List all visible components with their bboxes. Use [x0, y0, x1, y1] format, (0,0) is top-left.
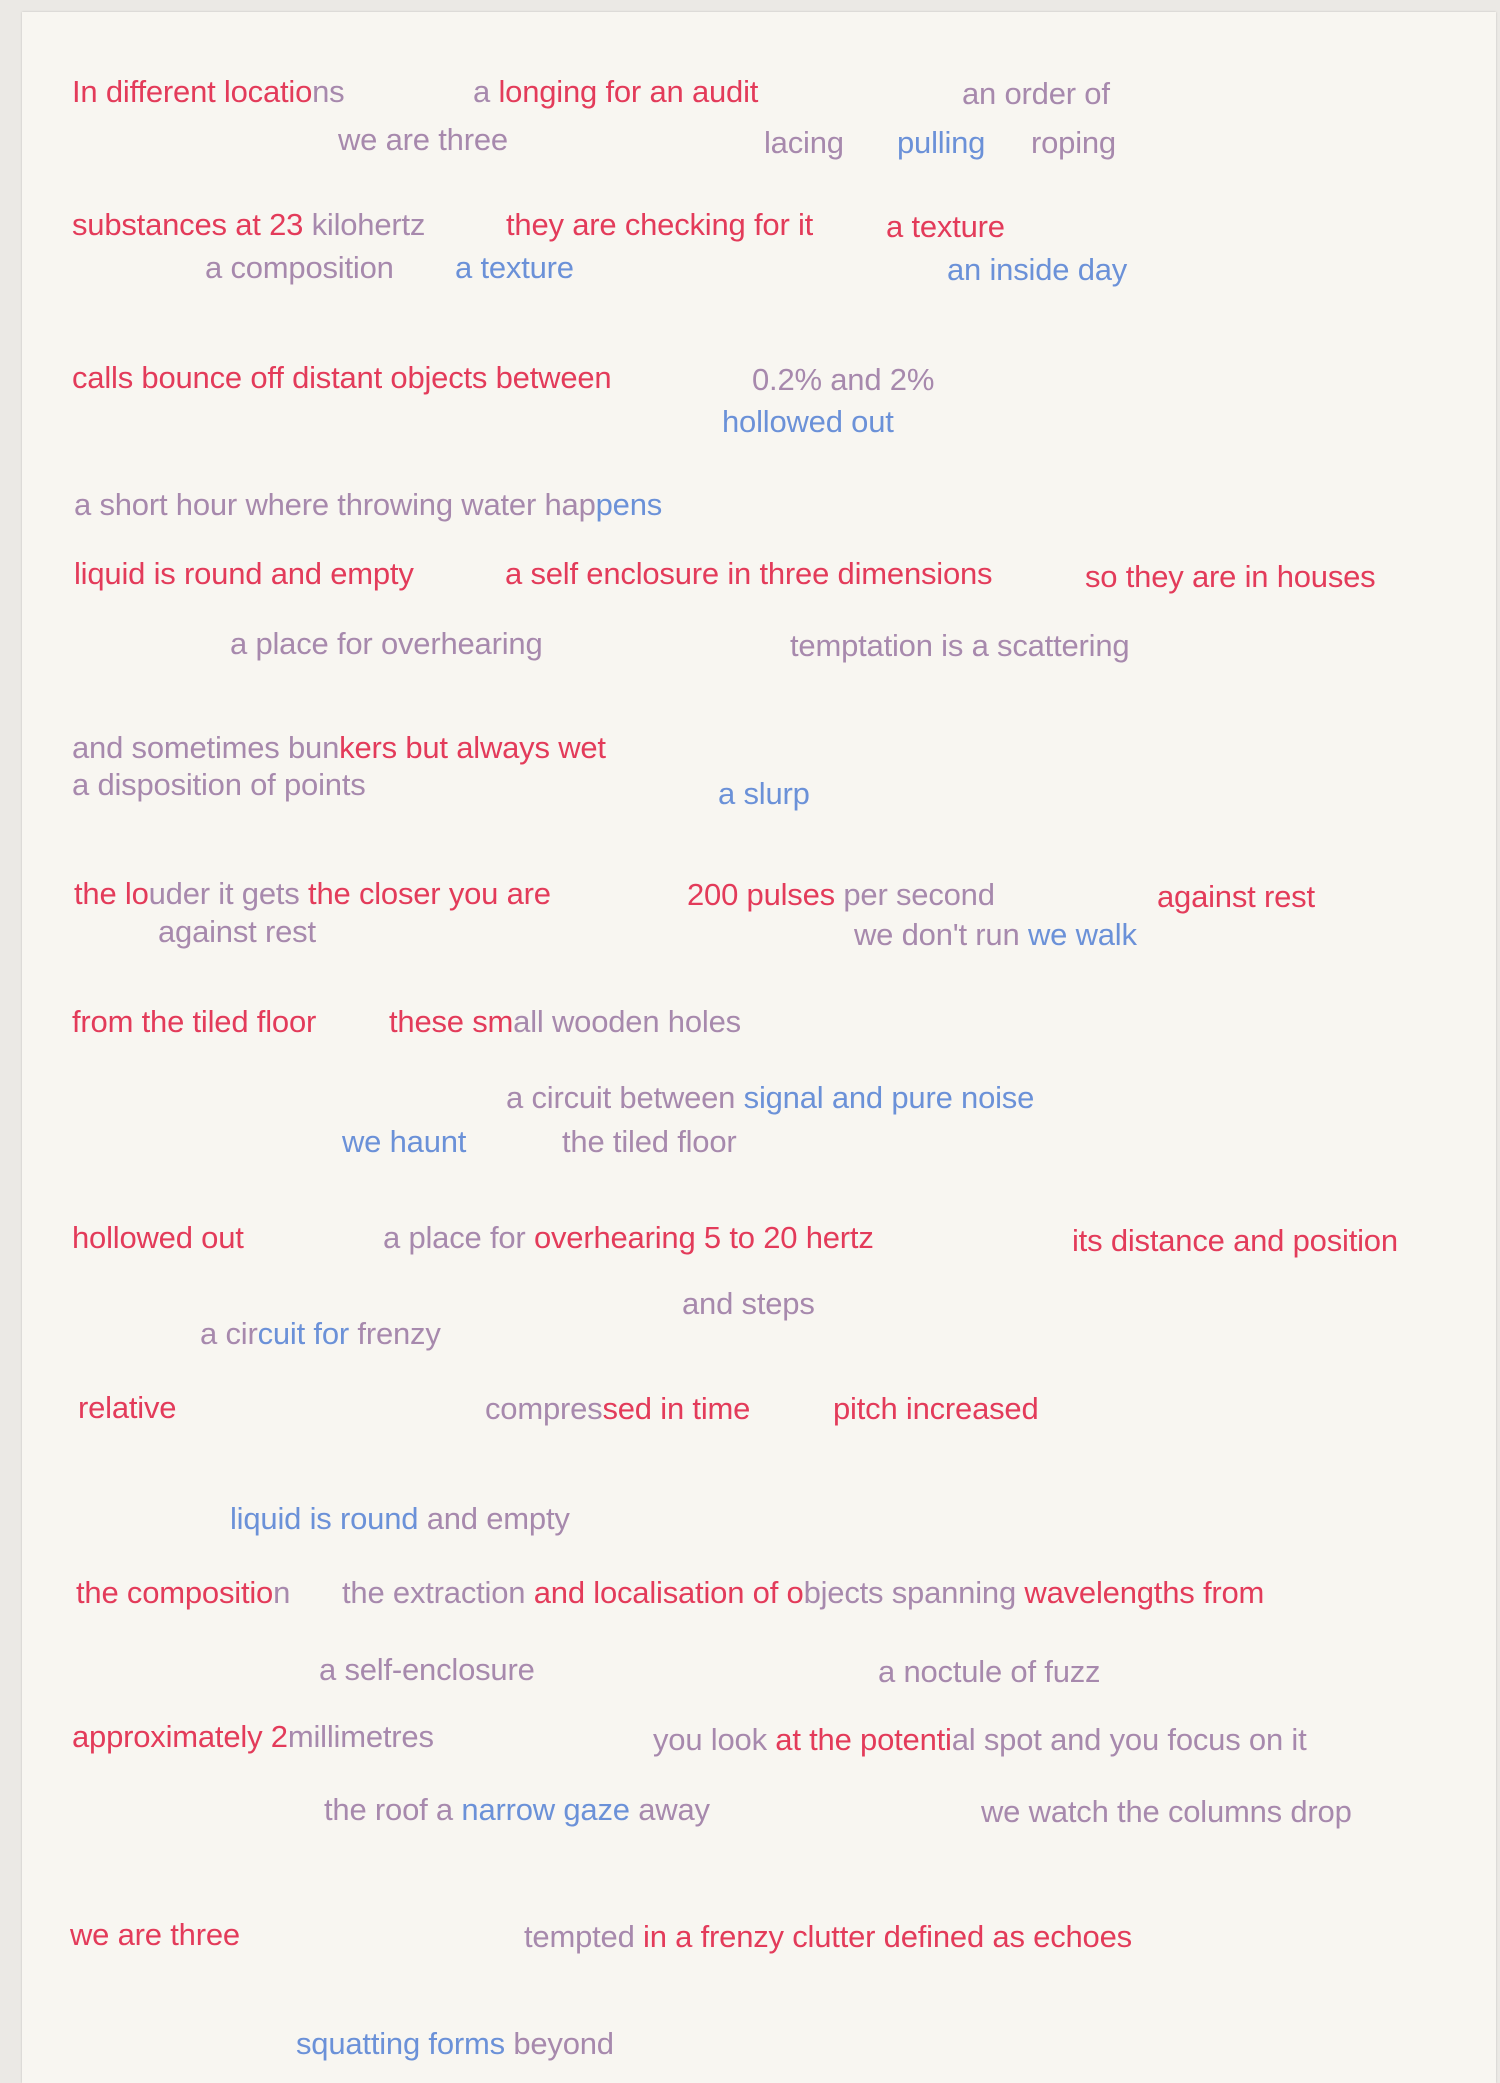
poem-fragment: hollowed out	[722, 404, 894, 439]
poem-fragment: the louder it gets the closer you are	[74, 876, 551, 911]
poem-fragment: pitch increased	[833, 1391, 1039, 1426]
poem-fragment: a circuit between signal and pure noise	[506, 1080, 1035, 1115]
poem-fragment: we watch the columns drop	[981, 1794, 1352, 1829]
poem-fragment: In different locations	[72, 74, 345, 109]
poem-fragment: a noctule of fuzz	[878, 1654, 1101, 1689]
poem-fragment: 0.2% and 2%	[752, 362, 935, 397]
poem-fragment: and sometimes bunkers but always wet	[72, 730, 606, 765]
poem-fragment: a composition	[205, 250, 394, 285]
poem-fragment: a self enclosure in three dimensions	[505, 556, 993, 591]
poem-fragment: a place for overhearing	[230, 626, 543, 661]
poem-fragment: a place for overhearing 5 to 20 hertz	[383, 1220, 874, 1255]
poem-fragment: an order of	[962, 76, 1110, 111]
poem-fragment: lacing	[764, 125, 844, 160]
poem-fragment: approximately 2millimetres	[72, 1719, 434, 1754]
poem-fragment: relative	[78, 1390, 177, 1425]
poem-fragment: these small wooden holes	[389, 1004, 741, 1039]
poem-fragment: the roof a narrow gaze away	[324, 1792, 710, 1827]
poem-page	[22, 12, 1496, 2083]
poem-fragment: a slurp	[718, 776, 810, 811]
poem-fragment: liquid is round and empty	[230, 1501, 570, 1536]
poem-fragment: substances at 23 kilohertz	[72, 207, 426, 242]
poem-fragment: a circuit for frenzy	[200, 1316, 441, 1351]
poem-fragment: the tiled floor	[562, 1124, 737, 1159]
poem-fragment: from the tiled floor	[72, 1004, 317, 1039]
poem-fragment: tempted in a frenzy clutter defined as echoes	[524, 1919, 1132, 1954]
poem-fragment: we haunt	[342, 1124, 467, 1159]
poem-fragment: they are checking for it	[506, 207, 814, 242]
poem-fragment: calls bounce off distant objects between	[72, 360, 612, 395]
poem-fragment: we are three	[70, 1917, 240, 1952]
poem-fragment: a texture	[886, 209, 1005, 244]
poem-fragment: pulling	[897, 125, 986, 160]
poem-fragment: against rest	[158, 914, 316, 949]
poem-fragment: squatting forms beyond	[296, 2026, 614, 2061]
poem-fragment: an inside day	[947, 252, 1128, 287]
poem-fragment: a self-enclosure	[319, 1652, 535, 1687]
poem-fragment: we don't run we walk	[854, 917, 1137, 952]
poem-fragment: liquid is round and empty	[74, 556, 414, 591]
poem-fragment: temptation is a scattering	[790, 628, 1130, 663]
poem-fragment: you look at the potential spot and you focus on it	[653, 1722, 1307, 1757]
poem-fragment: so they are in houses	[1085, 559, 1376, 594]
poem-fragment: a texture	[455, 250, 574, 285]
poem-fragment: a short hour where throwing water happens	[74, 487, 663, 522]
poem-fragment: the composition	[76, 1575, 291, 1610]
poem-fragment: 200 pulses per second	[687, 877, 995, 912]
poem-fragment: its distance and position	[1072, 1223, 1398, 1258]
poem-fragment: a disposition of points	[72, 767, 366, 802]
poem-fragment: and steps	[682, 1286, 815, 1321]
poem-fragment: roping	[1031, 125, 1116, 160]
poem-fragment: a longing for an audit	[473, 74, 759, 109]
poem-fragment: the extraction and localisation of objects spanning wavelengths from	[342, 1575, 1265, 1610]
poem-fragment: we are three	[338, 122, 508, 157]
poem-fragment: compressed in time	[485, 1391, 751, 1426]
poem-fragment: against rest	[1157, 879, 1315, 914]
poem-fragment: hollowed out	[72, 1220, 244, 1255]
